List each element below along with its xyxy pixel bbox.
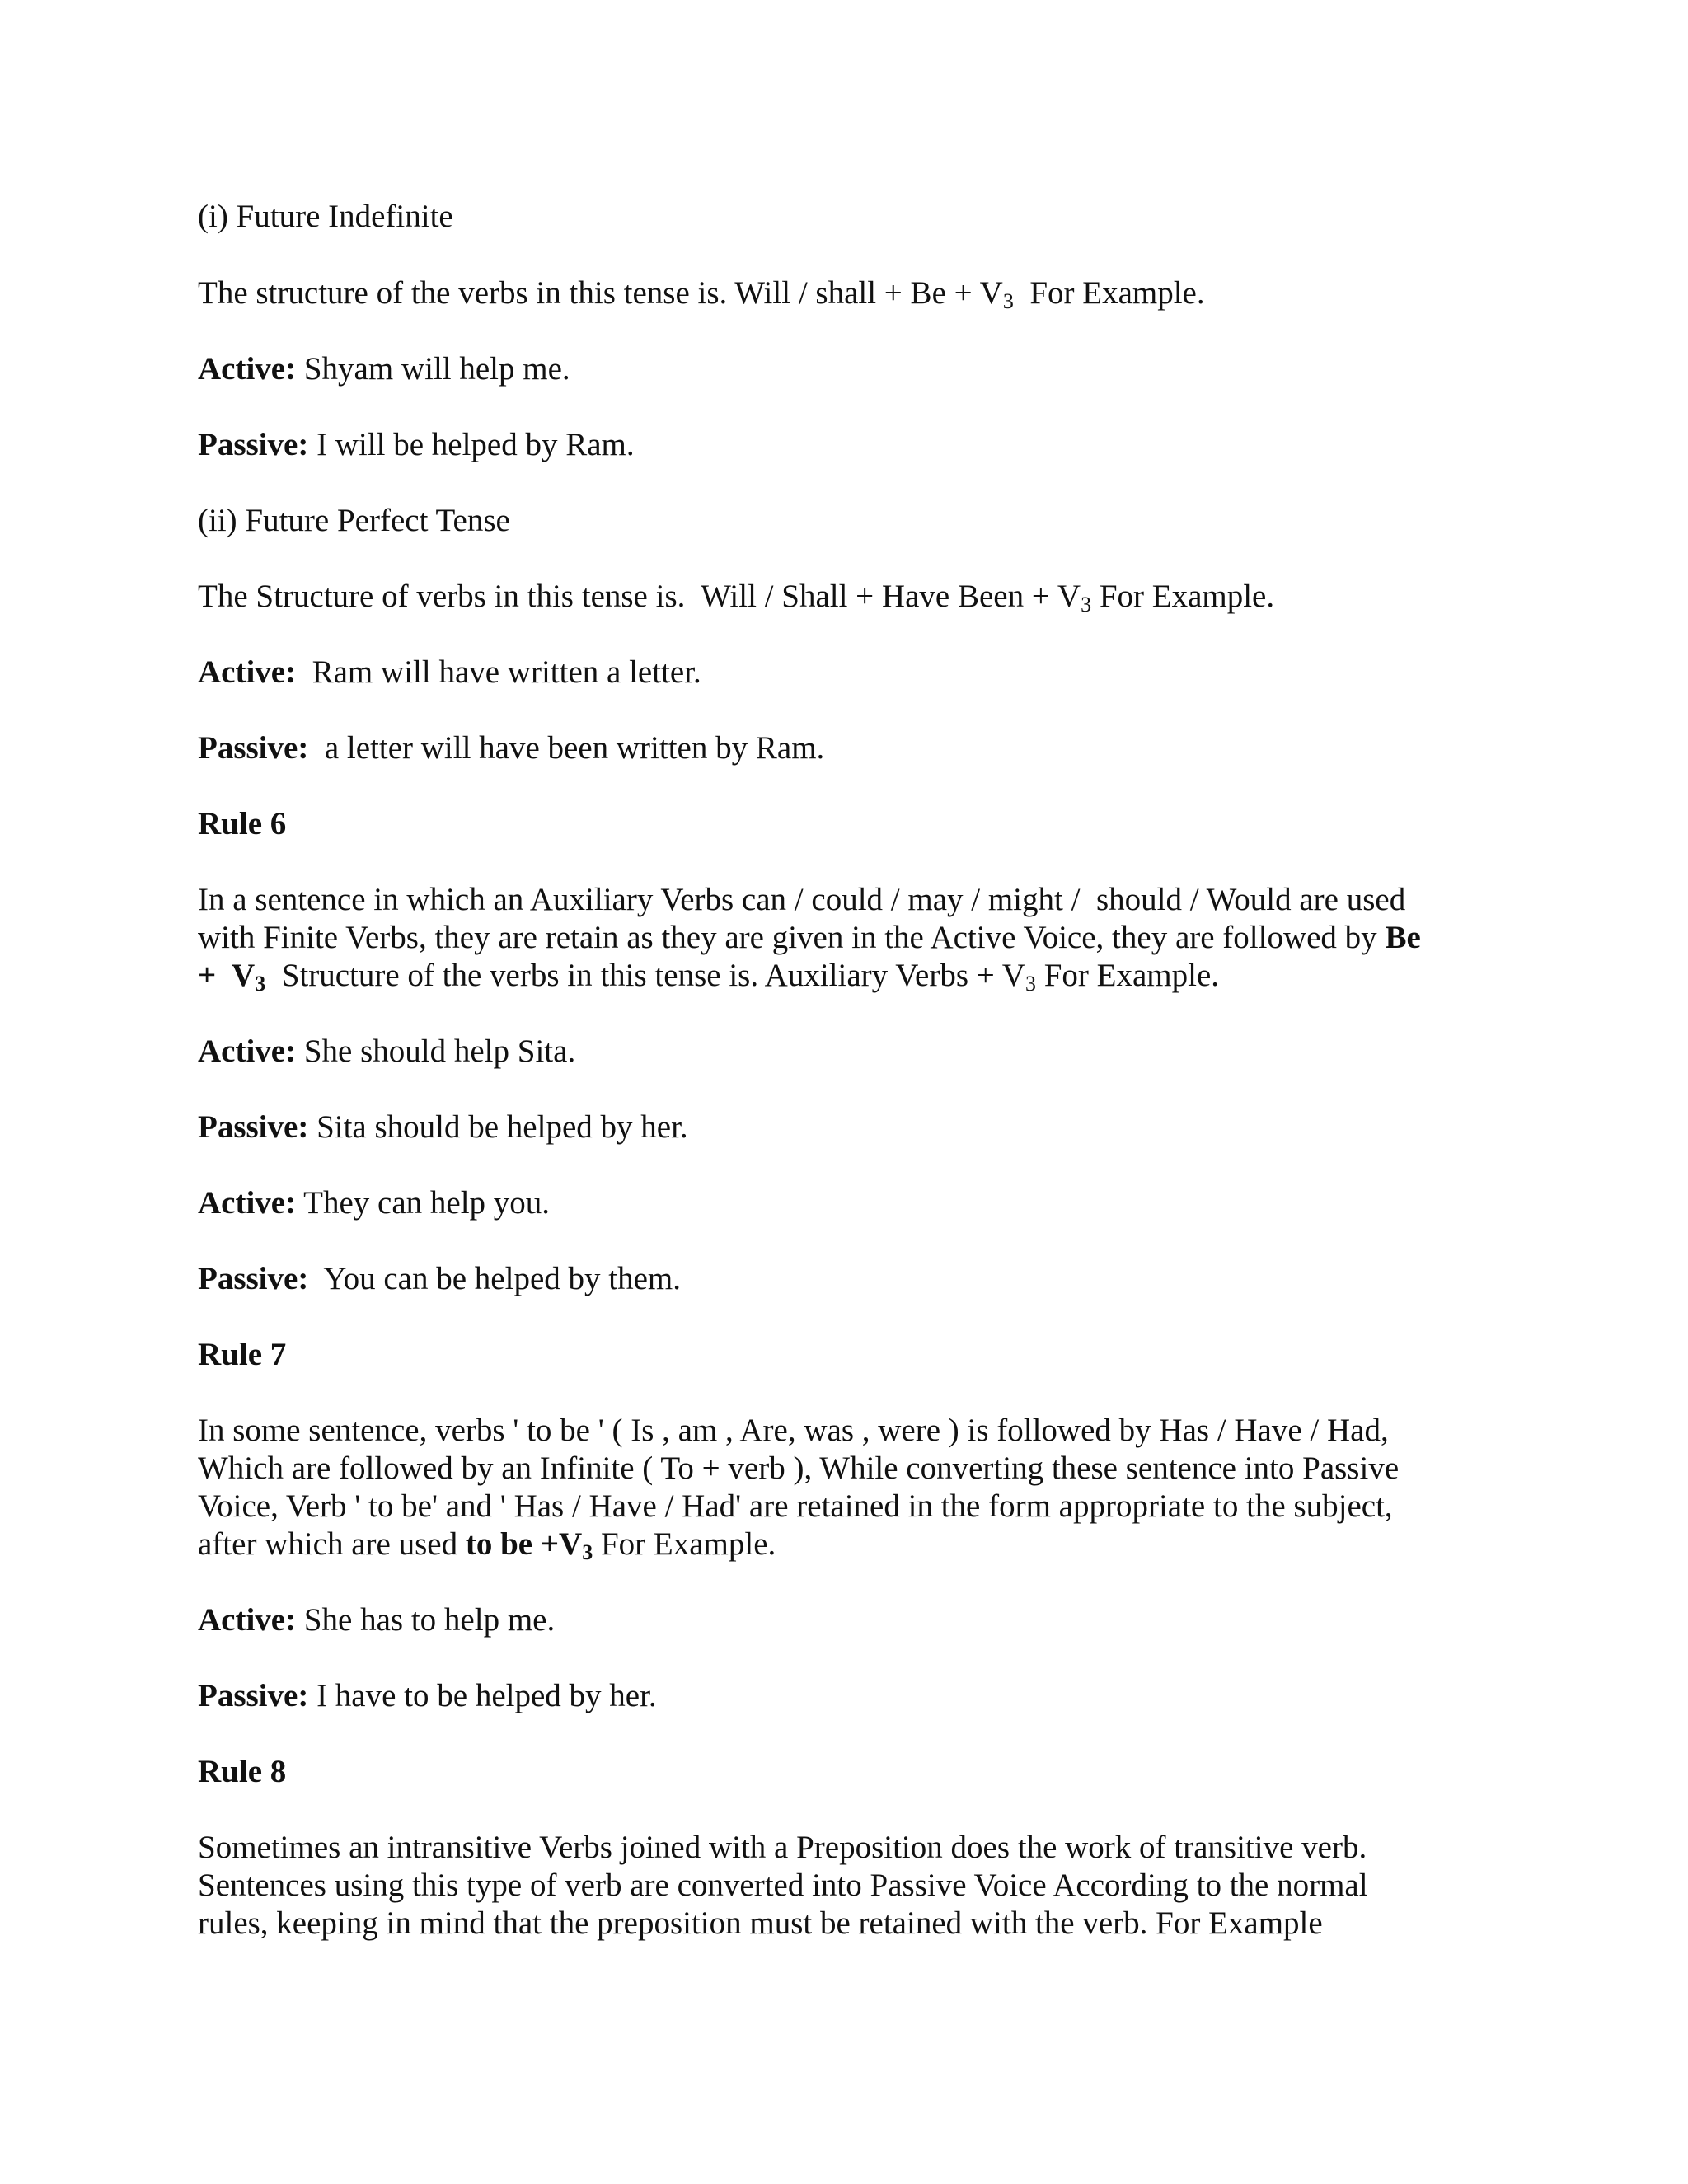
passive-sentence: I will be helped by Ram. (308, 427, 635, 462)
passive-sentence: Sita should be helped by her. (308, 1109, 688, 1145)
rule-8-paragraph (198, 1829, 1484, 1943)
rule-6-title-text: Rule 6 (198, 806, 287, 841)
rule-6-line-2-text: with Finite Verbs, they are retain as they are given in the Active Voice, they are followed by (198, 920, 1386, 955)
subscript: 3 (255, 972, 266, 996)
rule-8-title-text: Rule 8 (198, 1754, 287, 1789)
active-label: Active: (198, 1033, 297, 1069)
rule-7-line-2: Which are followed by an Infinite ( To + verb ), While converting these sentence into Passive (198, 1451, 1400, 1486)
rule-7-line-4 (198, 1526, 1484, 1563)
rule-6-example-1-active (198, 1033, 575, 1071)
section-i-structure (198, 274, 1205, 312)
passive-label: Passive: (198, 427, 309, 462)
section-ii-passive-example (198, 729, 824, 767)
rule-7-line-4-end: For Example. (593, 1526, 776, 1562)
rule-8-line-1: Sometimes an intransitive Verbs joined with a Preposition does the work of transitive verb. (198, 1830, 1367, 1865)
active-sentence: Ram will have written a letter. (296, 654, 701, 690)
rule-7-paragraph (198, 1412, 1484, 1563)
rule-7-line-4-bold: to be +V (465, 1526, 583, 1562)
rule-7-line-4-text: after which are used (198, 1526, 466, 1562)
rule-7-active-example (198, 1601, 555, 1639)
rule-6-title (198, 805, 286, 843)
rule-6-line-3-end: For Example. (1035, 958, 1220, 993)
rule-6-line-2 (198, 919, 1484, 957)
subscript: 3 (1025, 972, 1036, 996)
rule-6-line-2-bold: Be (1385, 920, 1421, 955)
active-sentence: She has to help me. (296, 1602, 556, 1638)
structure-text: The Structure of verbs in this tense is. Will / Shall + Have Been + V (198, 579, 1081, 614)
rule-6-paragraph (198, 881, 1484, 995)
section-i-passive-example (198, 426, 635, 464)
rule-6-line-3 (198, 957, 1484, 995)
section-ii-active-example (198, 654, 701, 691)
passive-label: Passive: (198, 1109, 309, 1145)
rule-7-line-3: Voice, Verb ' to be' and ' Has / Have / Had' are retained in the form appropriate to the subject, (198, 1488, 1393, 1524)
section-i-heading (198, 198, 453, 236)
structure-text-end: For Example. (1091, 579, 1275, 614)
rule-8-line-3: rules, keeping in mind that the preposition must be retained with the verb. For Example (198, 1905, 1323, 1941)
rule-7-title (198, 1336, 286, 1374)
rule-6-line-3-text: Structure of the verbs in this tense is. Auxiliary Verbs + V (265, 958, 1025, 993)
rule-7-line-1: In some sentence, verbs ' to be ' ( Is , am , Are, was , were ) is followed by Has / Have / Had, (198, 1413, 1389, 1448)
rule-6-line-1: In a sentence in which an Auxiliary Verbs can / could / may / might / should / Would are used (198, 882, 1406, 917)
section-i-heading-text: (i) Future Indefinite (198, 199, 453, 234)
rule-6-example-1-passive (198, 1108, 688, 1146)
section-ii-structure (198, 578, 1274, 616)
rule-8-line-2: Sentences using this type of verb are converted into Passive Voice According to the normal (198, 1868, 1368, 1903)
active-sentence: She should help Sita. (296, 1033, 576, 1069)
passive-label: Passive: (198, 1678, 309, 1713)
passive-sentence: I have to be helped by her. (308, 1678, 657, 1713)
subscript: 3 (582, 1540, 593, 1564)
active-label: Active: (198, 1602, 297, 1638)
active-label: Active: (198, 654, 297, 690)
rule-8-title (198, 1753, 286, 1791)
rule-6-line-3-bold: + V (198, 958, 256, 993)
rule-6-example-2-active (198, 1184, 550, 1222)
passive-label: Passive: (198, 1261, 309, 1296)
rule-6-example-2-passive (198, 1260, 681, 1298)
rule-7-title-text: Rule 7 (198, 1337, 287, 1372)
passive-sentence: a letter will have been written by Ram. (308, 730, 825, 766)
subscript: 3 (1002, 289, 1014, 313)
rule-7-passive-example (198, 1677, 657, 1715)
section-ii-heading (198, 502, 510, 540)
subscript: 3 (1081, 593, 1092, 616)
active-label: Active: (198, 351, 297, 387)
active-label: Active: (198, 1185, 297, 1221)
section-i-active-example (198, 350, 570, 388)
section-ii-heading-text: (ii) Future Perfect Tense (198, 503, 510, 538)
structure-text-end: For Example. (1013, 275, 1205, 311)
passive-sentence: You can be helped by them. (308, 1261, 681, 1296)
passive-label: Passive: (198, 730, 309, 766)
active-sentence: They can help you. (296, 1185, 551, 1221)
structure-text: The structure of the verbs in this tense is. Will / shall + Be + V (198, 275, 1003, 311)
active-sentence: Shyam will help me. (296, 351, 570, 387)
